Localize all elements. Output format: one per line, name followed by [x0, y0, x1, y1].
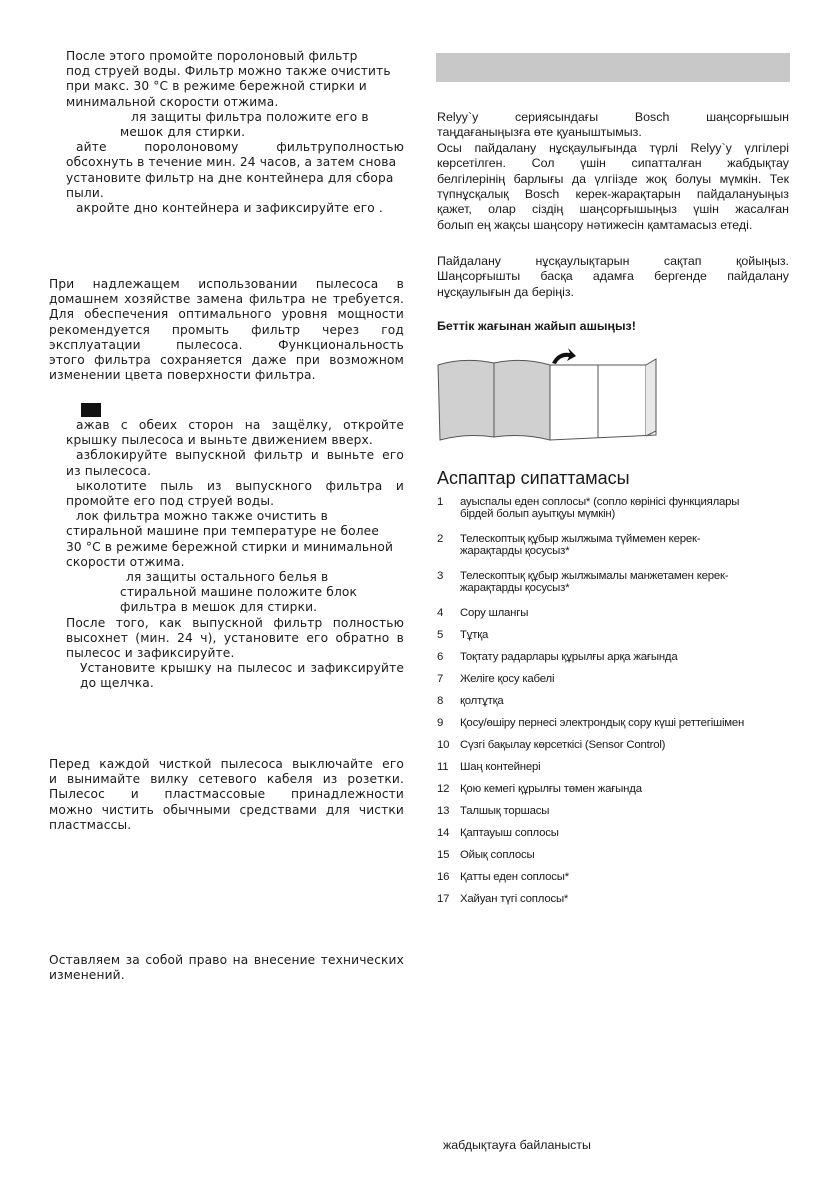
list-item — [437, 871, 789, 893]
item-number: 10 — [437, 739, 450, 751]
list-item — [437, 570, 789, 607]
item-text: Телескоптық құбыр жылжымалы манжетамен керек- — [460, 570, 729, 582]
item-number: 4 — [437, 607, 444, 619]
page-footer: жабдықтауға байланысты — [443, 1138, 591, 1152]
text-line: көрсетілген. Сол үшін сипатталған жабдықтау — [437, 156, 789, 171]
text-line: высохнет (мин. 24 ч), установите его обратно в — [66, 630, 404, 645]
text-line: Оставляем за собой право на внесение технических — [49, 953, 404, 967]
list-item — [437, 827, 789, 849]
list-item — [437, 783, 789, 805]
item-text: Қаптауыш соплосы — [460, 827, 559, 839]
text-line: Пайдалану нұсқаулықтарын сақтап қойыңыз. — [437, 254, 789, 268]
list-item — [437, 651, 789, 673]
text-line: Для обеспечения оптимального уровня мощности — [49, 307, 404, 322]
item-number: 17 — [437, 893, 450, 905]
list-item — [437, 805, 789, 827]
text-line: рекомендуется промыть фильтр через год — [49, 322, 404, 337]
item-text: Желіге қосу кабелі — [460, 673, 555, 685]
item-text: ауыспалы еден соплосы* (сопло көрінісі функциялары — [460, 496, 740, 508]
text-line: минимальной скорости отжима. — [66, 94, 279, 109]
text-line: до щелчка. — [80, 676, 154, 691]
ru-block-exhaust-filter — [66, 418, 404, 692]
text-line: түпнұсқалық Bosch керек-жарақтарын пайдалануыңыз — [437, 187, 789, 202]
item-number: 5 — [437, 629, 444, 641]
item-number: 14 — [437, 827, 450, 839]
item-text: Сору шлангы — [460, 607, 529, 619]
black-marker-box — [81, 403, 101, 417]
text-line: ля защиты остального белья в — [126, 570, 329, 585]
text-line: при макс. 30 °C в режиме бережной стирки и — [66, 79, 367, 94]
text-line: пластмассы. — [49, 817, 132, 832]
item-number: 11 — [437, 761, 449, 773]
section-header-bar — [436, 53, 790, 82]
text-line: мешок для стирки. — [120, 125, 246, 140]
text-line: домашнем хозяйстве замена фильтра не требуется. — [49, 292, 404, 307]
list-item — [437, 739, 789, 761]
item-number: 3 — [437, 570, 444, 582]
open-arrow-icon — [552, 348, 576, 364]
parts-title: Аспаптар сипаттамасы — [437, 468, 630, 488]
item-text: Телескоптық құбыр жылжыма түймемен керек- — [460, 533, 701, 545]
text-line: эксплуатации пылесоса. Функциональность — [49, 337, 404, 352]
text-line: лок фильтра можно также очистить в — [76, 509, 328, 524]
item-text: Тұтқа — [460, 629, 489, 641]
ru-block-cleaning — [49, 757, 404, 833]
text-line: нұсқаулығын да беріңіз. — [437, 284, 574, 299]
text-line: обсохнуть в течение мин. 24 часов, а затем снова — [66, 155, 397, 170]
item-text: Талшық торшасы — [460, 805, 550, 817]
text-line: ля защиты фильтра положите его в — [131, 109, 369, 124]
list-item — [437, 496, 789, 533]
text-line: установите фильтр на дне контейнера для сбора — [66, 170, 394, 185]
text-line: фильтра в мешок для стирки. — [120, 600, 318, 615]
text-line: и вынимайте вилку сетевого кабеля из розетки. — [49, 772, 404, 787]
list-item — [437, 673, 789, 695]
fold-out-note: Беттік жағынан жайып ашыңыз! — [437, 319, 636, 333]
text-line: ажав с обеих сторон на защёлку, откройте — [76, 418, 404, 432]
parts-list — [437, 496, 789, 915]
kk-intro — [437, 110, 789, 233]
text-line: можно чистить обычными средствами для чистки — [49, 802, 404, 817]
list-item — [437, 629, 789, 651]
text-line: айте поролоновому фильтруполностью — [76, 140, 404, 155]
list-item — [437, 893, 789, 915]
text-line: Relyy`у сериясындағы Bosch шаңсорғышын — [437, 110, 789, 124]
item-number: 9 — [437, 717, 444, 729]
item-text: жарақтарды қосусыз* — [460, 582, 570, 594]
item-number: 6 — [437, 651, 444, 663]
text-line: Установите крышку на пылесос и зафиксируйте — [80, 661, 404, 676]
text-line: Осы пайдалану нұсқаулығында түрлі Relyy`у үлгілері — [437, 140, 789, 155]
item-number: 13 — [437, 805, 450, 817]
text-line: акройте дно контейнера и зафиксируйте его . — [76, 201, 383, 216]
fold-out-page-illustration — [436, 345, 662, 445]
text-line: из пылесоса. — [66, 463, 152, 478]
booklet-left-page — [438, 360, 494, 440]
text-line: под струей воды. Фильтр можно также очистить — [66, 64, 391, 79]
text-line: При надлежащем использовании пылесоса в — [49, 277, 404, 291]
item-number: 1 — [437, 496, 444, 508]
list-item — [437, 533, 789, 570]
text-line: белгілерінің барлығы да үлгіізде жоқ болуы мүмкін. Тек — [437, 171, 789, 186]
text-line: болып ең жақсы шаңсору нәтижесін қамтамасыз етеді. — [437, 217, 753, 232]
ru-block-wash-foam-filter — [66, 49, 404, 216]
list-item — [437, 761, 789, 783]
text-line: скорости отжима. — [66, 554, 185, 569]
text-line: Шаңсорғышты басқа адамға бергенде пайдалану — [437, 269, 789, 284]
item-text: Қатты еден соплосы* — [460, 871, 569, 883]
item-number: 12 — [437, 783, 450, 795]
text-line: пыли. — [66, 185, 104, 200]
item-number: 8 — [437, 695, 444, 707]
text-line: изменении цвета поверхности фильтра. — [49, 368, 316, 383]
text-line: қажет, олар сіздің шаңсорғышыңыз үшін жасалған — [437, 202, 789, 217]
item-text: Хайуан түгі соплосы* — [460, 893, 569, 905]
text-line: После того, как выпускной фильтр полностью — [66, 615, 404, 630]
kk-keep-instructions — [437, 254, 789, 300]
item-number: 7 — [437, 673, 444, 685]
fold-out-panels — [550, 365, 656, 440]
list-item — [437, 607, 789, 629]
item-text: Ойық соплосы — [460, 849, 535, 861]
list-item — [437, 695, 789, 717]
text-line: азблокируйте выпускной фильтр и выньте его — [76, 448, 404, 463]
item-text: Шаң контейнері — [460, 761, 541, 773]
item-text: Сүзгі бақылау көрсеткісі (Sensor Control) — [460, 739, 666, 751]
item-number: 16 — [437, 871, 450, 883]
text-line: После этого промойте поролоновый фильтр — [66, 49, 358, 63]
back-flap — [646, 359, 656, 436]
list-item — [437, 717, 789, 739]
item-text: Қосу/өшіру пернесі электрондық сору күші реттегішімен — [460, 717, 745, 729]
item-text: Қою кемегі құрылғы төмен жағында — [460, 783, 642, 795]
list-item — [437, 849, 789, 871]
text-line: стиральной машине при температуре не более — [66, 524, 379, 539]
text-line: Перед каждой чисткой пылесоса выключайте его — [49, 757, 404, 771]
text-line: стиральной машине положите блок — [120, 585, 358, 600]
text-line: пылесос и зафиксируйте. — [66, 646, 235, 661]
item-text: Тоқтату радарлары құрылғы арқа жағында — [460, 651, 678, 663]
text-line: изменений. — [49, 968, 125, 983]
text-line: таңдағаныңызға өте қуаныштымыз. — [437, 125, 642, 140]
item-number: 15 — [437, 849, 450, 861]
item-text: бірдей болып ауытқуы мүмкін) — [460, 508, 616, 520]
text-line: промойте его под струей воды. — [66, 494, 275, 509]
text-line: 30 °C в режиме бережной стирки и минимальной — [66, 539, 394, 554]
item-number: 2 — [437, 533, 444, 545]
item-text: қолтұтқа — [460, 695, 504, 707]
booklet-middle-page — [494, 360, 550, 440]
item-text: жарақтарды қосусыз* — [460, 545, 570, 557]
text-line: этого фильтра сохраняется даже при возможном — [49, 353, 404, 368]
ru-block-filter-replacement — [49, 277, 404, 383]
text-line: Пылесос и пластмассовые принадлежности — [49, 787, 404, 802]
text-line: крышку пылесоса и выньте движением вверх. — [66, 433, 373, 448]
text-line: ыколотите пыль из выпускного фильтра и — [76, 478, 404, 493]
ru-block-rights — [49, 953, 404, 983]
